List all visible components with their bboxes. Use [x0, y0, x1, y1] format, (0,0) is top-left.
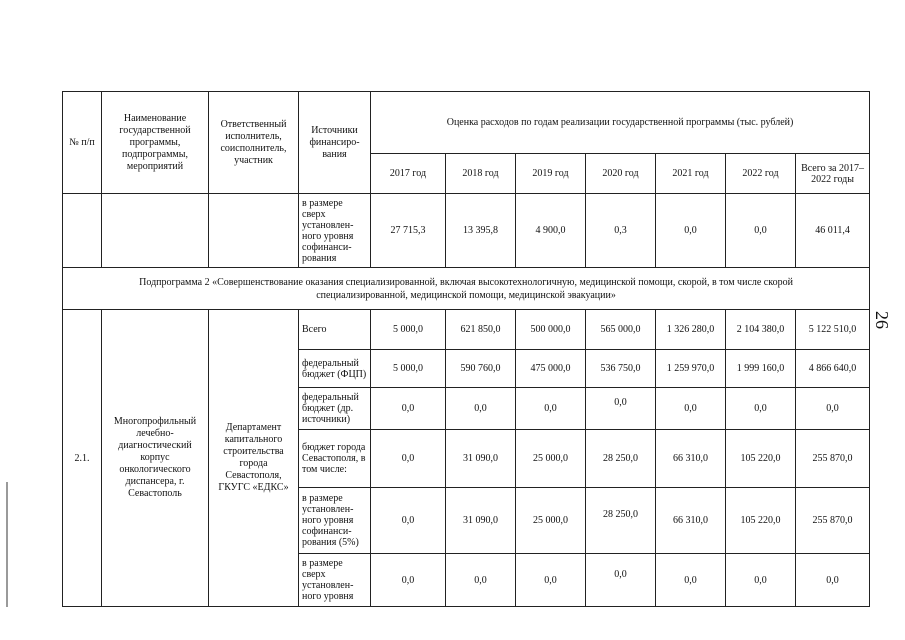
source-label: бюджет города Севастополя, в том числе: [299, 430, 371, 488]
value-cell: 621 850,0 [446, 310, 516, 350]
value-cell: 105 220,0 [726, 488, 796, 554]
item-responsible: Департамент капитального строительства города Севастополя, ГКУГС «ЕДКС» [209, 310, 299, 607]
value-text: 28 250,0 [603, 509, 638, 520]
value-cell: 0,3 [586, 194, 656, 268]
value-cell: 0,0 [656, 554, 726, 607]
value-cell: 25 000,0 [516, 430, 586, 488]
source-label: в размере сверх установлен-ного уровня софинанси-рования [299, 194, 371, 268]
header-num: № п/п [63, 92, 102, 194]
cell-empty [102, 194, 209, 268]
value-cell: 2 104 380,0 [726, 310, 796, 350]
source-label: федеральный бюджет (ФЦП) [299, 350, 371, 388]
value-cell: 46 011,4 [796, 194, 870, 268]
header-estimate: Оценка расходов по годам реализации государственной программы (тыс. рублей) [371, 92, 870, 154]
source-label: федеральный бюджет (др. источники) [299, 388, 371, 430]
value-cell: 0,0 [726, 388, 796, 430]
year-2021: 2021 год [656, 154, 726, 194]
value-cell: 28 250,0 [586, 430, 656, 488]
value-cell: 0,0 [446, 388, 516, 430]
table-row [63, 194, 870, 268]
value-cell: 5 000,0 [371, 310, 446, 350]
value-cell [586, 554, 656, 607]
source-label: Всего [299, 310, 371, 350]
value-cell: 0,0 [796, 388, 870, 430]
value-cell: 0,0 [371, 488, 446, 554]
header-name: Наименование государственной программы, подпрограммы, мероприятий [102, 92, 209, 194]
item-num: 2.1. [63, 310, 102, 607]
value-cell: 4 900,0 [516, 194, 586, 268]
value-cell: 0,0 [371, 388, 446, 430]
value-cell: 0,0 [371, 554, 446, 607]
source-label: в размере установлен-ного уровня софинанси-рования (5%) [299, 488, 371, 554]
value-cell: 1 259 970,0 [656, 350, 726, 388]
value-cell: 255 870,0 [796, 488, 870, 554]
page-number: 26 [872, 311, 892, 329]
table-row [63, 310, 870, 350]
value-cell: 5 122 510,0 [796, 310, 870, 350]
year-2020: 2020 год [586, 154, 656, 194]
value-cell: 66 310,0 [656, 488, 726, 554]
value-cell: 0,0 [371, 430, 446, 488]
value-cell: 475 000,0 [516, 350, 586, 388]
header-responsible: Ответственный исполнитель, соисполнитель, участник [209, 92, 299, 194]
value-cell: 0,0 [446, 554, 516, 607]
subprogram-row [63, 268, 870, 310]
year-2022: 2022 год [726, 154, 796, 194]
value-cell: 0,0 [726, 194, 796, 268]
scan-edge-line [6, 482, 8, 607]
value-cell: 0,0 [796, 554, 870, 607]
value-cell: 255 870,0 [796, 430, 870, 488]
value-cell: 25 000,0 [516, 488, 586, 554]
value-cell: 500 000,0 [516, 310, 586, 350]
value-cell: 536 750,0 [586, 350, 656, 388]
header-row [63, 92, 870, 154]
value-cell: 590 760,0 [446, 350, 516, 388]
value-cell: 0,0 [516, 554, 586, 607]
source-label: в размере сверх установлен-ного уровня [299, 554, 371, 607]
value-cell: 1 326 280,0 [656, 310, 726, 350]
value-cell: 5 000,0 [371, 350, 446, 388]
cell-empty [63, 194, 102, 268]
value-cell: 0,0 [656, 388, 726, 430]
budget-table [62, 91, 870, 607]
year-2017: 2017 год [371, 154, 446, 194]
year-2019: 2019 год [516, 154, 586, 194]
value-text: 0,0 [614, 568, 627, 580]
value-cell: 0,0 [656, 194, 726, 268]
value-cell: 31 090,0 [446, 430, 516, 488]
year-total: Всего за 2017–2022 годы [796, 154, 870, 194]
value-cell: 27 715,3 [371, 194, 446, 268]
value-cell: 0,0 [726, 554, 796, 607]
value-cell: 1 999 160,0 [726, 350, 796, 388]
value-text: 0,0 [614, 397, 627, 408]
value-cell: 565 000,0 [586, 310, 656, 350]
value-cell: 4 866 640,0 [796, 350, 870, 388]
subprogram-title: Подпрограмма 2 «Совершенствование оказания специализированной, включая высокотехнологичную, медицинской помощи, скорой, в том числе скорой специализированной, медицинской помощи, медицинской эвакуации» [63, 268, 870, 310]
year-2018: 2018 год [446, 154, 516, 194]
value-cell: 66 310,0 [656, 430, 726, 488]
value-cell: 0,0 [516, 388, 586, 430]
value-cell: 31 090,0 [446, 488, 516, 554]
value-cell: 105 220,0 [726, 430, 796, 488]
value-cell [586, 388, 656, 430]
item-name: Многопрофильный лечебно-диагностический корпус онкологического диспансера, г. Севастополь [102, 310, 209, 607]
value-cell [586, 488, 656, 554]
cell-empty [209, 194, 299, 268]
value-cell: 13 395,8 [446, 194, 516, 268]
header-sources: Источники финансиро-вания [299, 92, 371, 194]
